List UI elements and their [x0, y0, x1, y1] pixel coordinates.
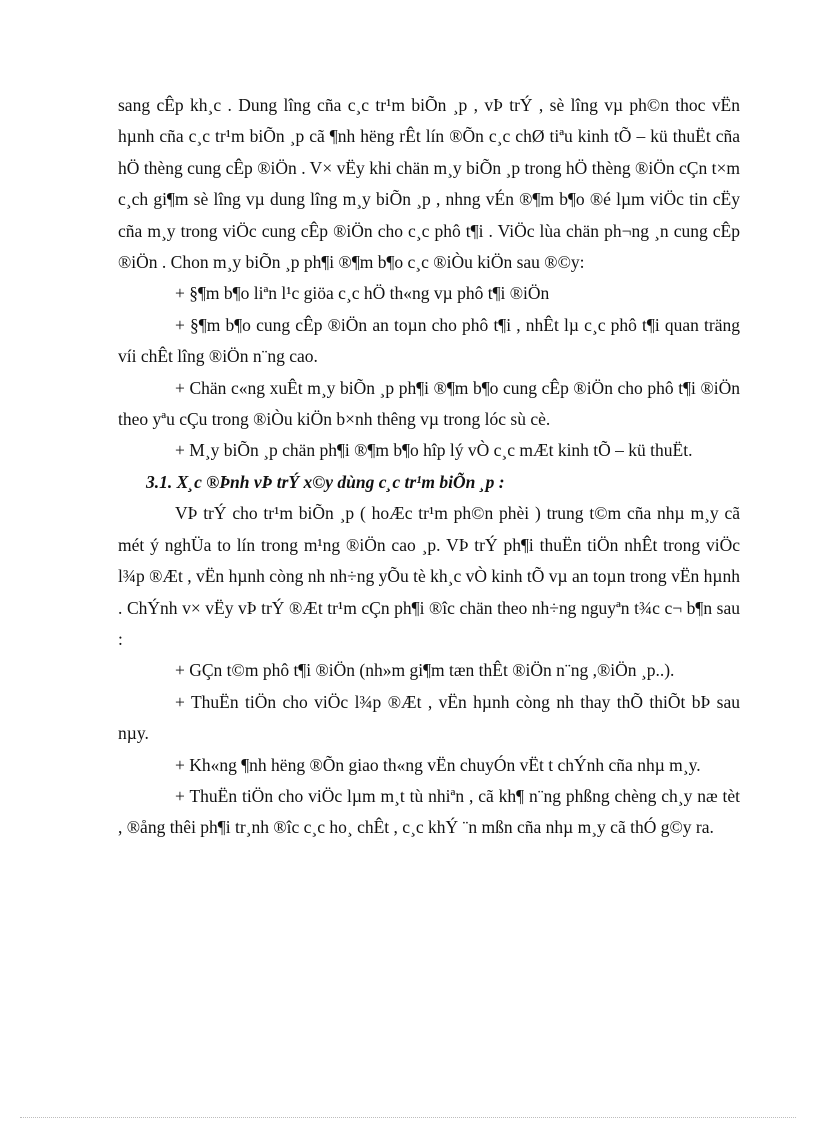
- list-item-bullet: + Chän c«ng xuÊt m¸y biÕn ¸p ph¶i ®¶m b¶o cung cÊp ®iÖn cho phô t¶i ®iÖn theo yªu cÇu trong ®iÒu kiÖn b×nh thêng vµ trong lóc sù cè.: [118, 377, 740, 430]
- list-item-bullet: + §¶m b¶o liªn l¹c giöa c¸c hÖ th«ng vµ phô t¶i ®iÖn: [175, 283, 550, 304]
- list-item-bullet: + ThuËn tiÖn cho viÖc lµm m¸t tù nhiªn , cã kh¶ n¨ng phßng chèng ch¸y næ tèt , ®ång thêi ph¶i tr¸nh ®îc c¸c ho¸ chÊt , c¸c khÝ ¨n mßn cña nhµ m¸y cã thÓ g©y ra.: [118, 785, 740, 838]
- paragraph-section-body: VÞ trÝ cho tr¹m biÕn ¸p ( hoÆc tr¹m ph©n phèi ) trung t©m cña nhµ m¸y cã mét ý nghÜa to lín trong m¹ng ®iÖn cao ¸p. VÞ trÝ ph¶i thuËn tiÖn nhÊt trong viÖc l¾p ®Æt , vËn hµnh còng nh nh÷ng yÕu tè kh¸c vÒ kinh tÕ vµ an toµn trong vËn hµnh . ChÝnh v× vËy vÞ trÝ ®Æt tr¹m cÇn ph¶i ®îc chän theo nh÷ng nguyªn t¾c c¬ b¶n sau :: [118, 503, 740, 649]
- section-heading: 3.1. X¸c ®Þnh vÞ trÝ x©y dùng c¸c tr¹m biÕn ¸p :: [146, 471, 505, 492]
- list-item-bullet: + Kh«ng ¶nh hëng ®Õn giao th«ng vËn chuyÓn vËt t chÝnh cña nhµ m¸y.: [175, 754, 701, 775]
- list-item-bullet: + ThuËn tiÖn cho viÖc l¾p ®Æt , vËn hµnh còng nh thay thÕ thiÕt bÞ sau nµy.: [118, 691, 740, 744]
- document-body: [118, 90, 740, 844]
- list-item-bullet: + GÇn t©m phô t¶i ®iÖn (nh»m gi¶m tæn thÊt ®iÖn n¨ng ,®iÖn ¸p..).: [175, 660, 675, 681]
- paragraph-intro: sang cÊp kh¸c . Dung lîng cña c¸c tr¹m biÕn ¸p , vÞ trÝ , sè lîng vµ ph©n thoc vËn hµnh cña c¸c tr¹m biÕn ¸p cã ¶nh hëng rÊt lín ®Õn c¸c chØ tiªu kinh tÕ – kü thuËt cña hÖ thèng cung cÊp ®iÖn . V× vËy khi chän m¸y biÕn ¸p trong hÖ thèng ®iÖn cÇn t×m c¸ch gi¶m sè lîng vµ dung lîng m¸y biÕn ¸p , nhng vÉn ®¶m b¶o ®é lµm viÖc tin cËy cña m¸y trong viÖc cung cÊp ®iÖn cho c¸c phô t¶i . ViÖc lùa chän ph¬ng ¸n cung cÊp ®iÖn . Chon m¸y biÕn ¸p ph¶i ®¶m b¶o c¸c ®iÒu kiÖn sau ®©y:: [118, 95, 740, 273]
- page-bottom-divider: [20, 1117, 796, 1118]
- list-item-bullet: + M¸y biÕn ¸p chän ph¶i ®¶m b¶o hîp lý vÒ c¸c mÆt kinh tÕ – kü thuËt.: [175, 440, 693, 461]
- list-item-bullet: + §¶m b¶o cung cÊp ®iÖn an toµn cho phô t¶i , nhÊt lµ c¸c phô t¶i quan träng víi chÊt lîng ®iÖn n¨ng cao.: [118, 314, 740, 367]
